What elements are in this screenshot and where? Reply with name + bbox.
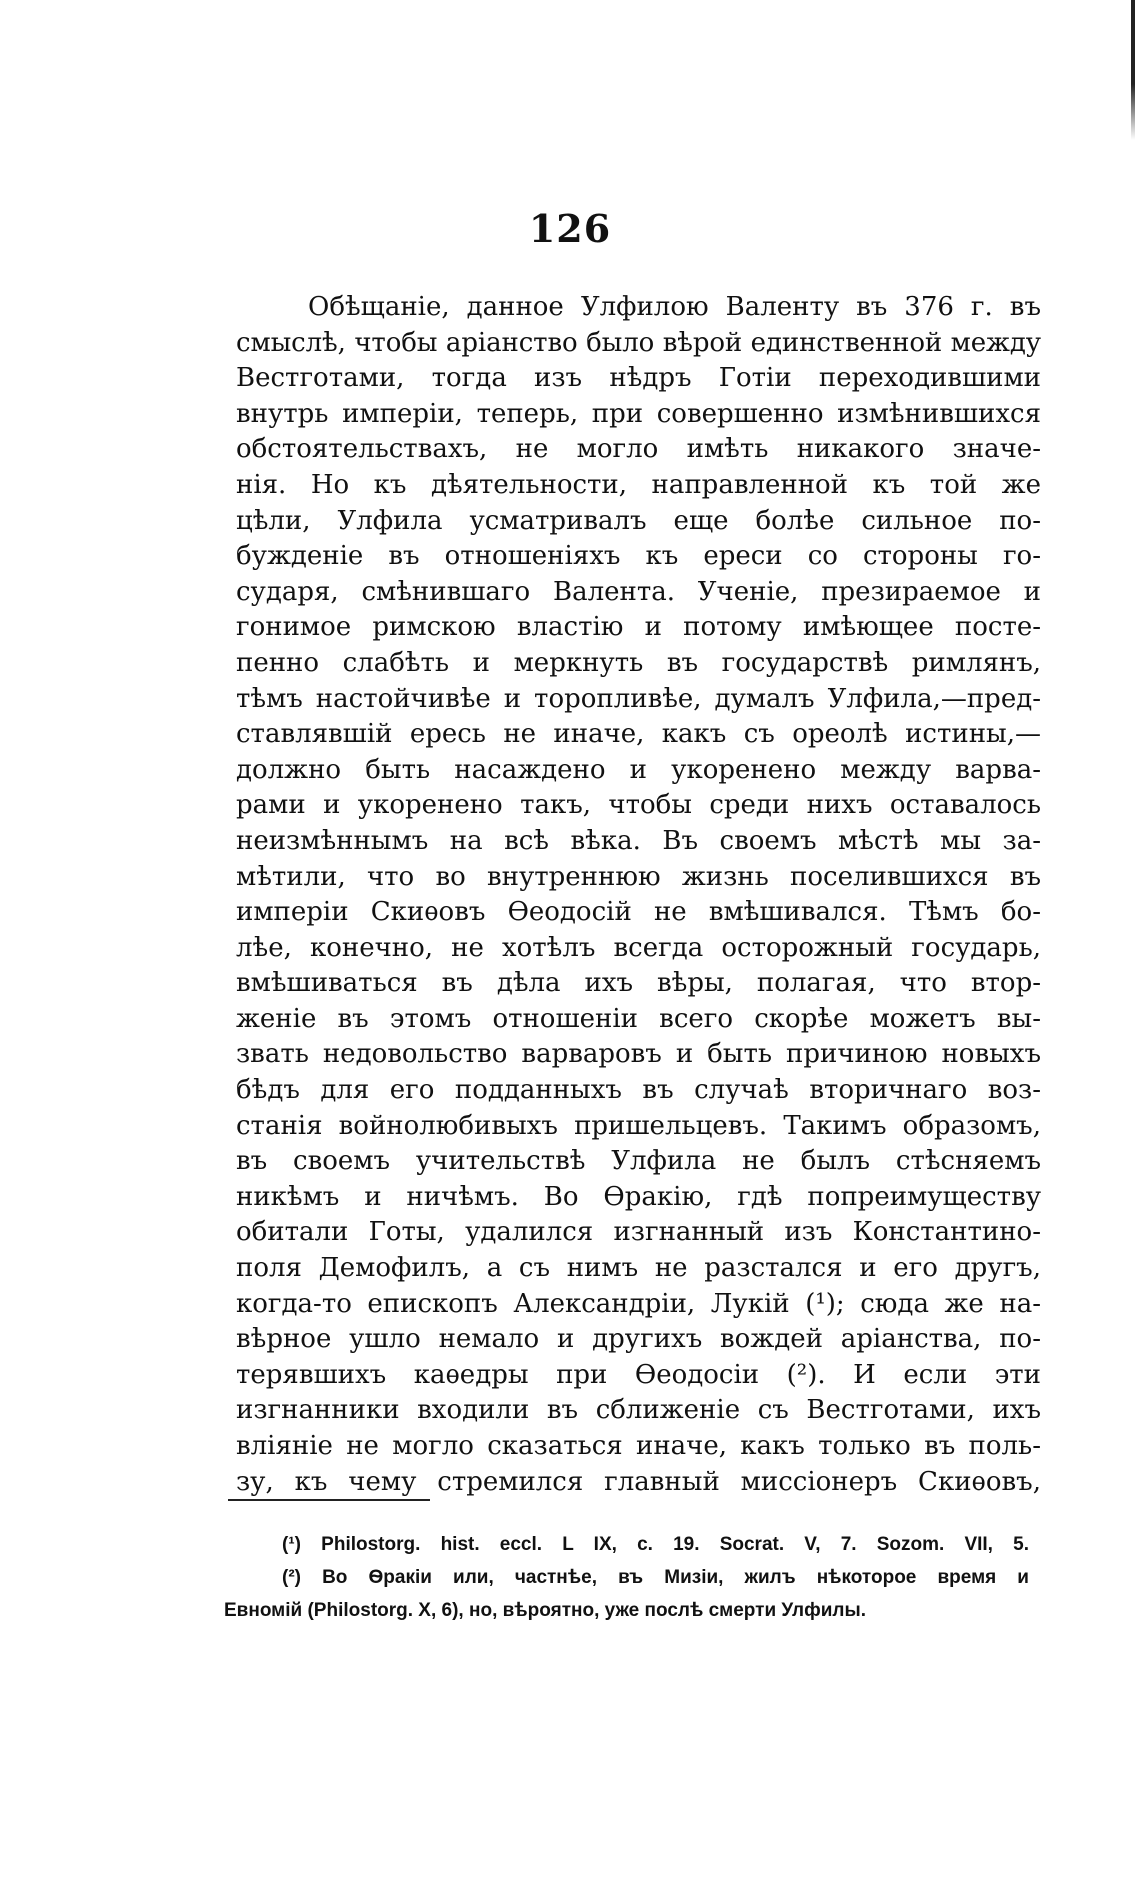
text-line: бужденіе въ отношеніяхъ къ ереси со стороны го- — [236, 541, 1041, 572]
footnote-line: (²) Во Ѳракіи или, частнѣе, въ Мизіи, жилъ нѣкоторое время и — [282, 1567, 1029, 1588]
text-line: никѣмъ и ничѣмъ. Во Ѳракію, гдѣ попреимуществу — [236, 1181, 1041, 1212]
text-line: внутрь имперіи, теперь, при совершенно измѣнившихся — [236, 398, 1041, 429]
text-line: Обѣщаніе, данное Улфилою Валенту въ 376 г. въ — [308, 292, 1041, 322]
text-line: имперіи Скиѳовъ Ѳеодосій не вмѣшивался. Тѣмъ бо- — [236, 897, 1041, 928]
text-line: ставлявшій ересь не иначе, какъ съ ореолѣ истины,— — [236, 719, 1041, 750]
text-line: обитали Готы, удалился изгнанный изъ Константино- — [236, 1217, 1041, 1248]
text-line: нія. Но къ дѣятельности, направленной къ той же — [236, 469, 1041, 500]
text-line: когда-то епископъ Александріи, Лукій (¹); сюда же на- — [236, 1288, 1041, 1319]
text-line: пенно слабѣть и меркнуть въ государствѣ римлянъ, — [236, 647, 1041, 678]
footnote-rule — [228, 1499, 430, 1501]
text-line: неизмѣннымъ на всѣ вѣка. Въ своемъ мѣстѣ мы за- — [236, 825, 1041, 856]
text-line: терявшихъ каѳедры при Ѳеодосіи (²). И если эти — [236, 1359, 1041, 1390]
text-line: вліяніе не могло сказаться иначе, какъ только въ поль- — [236, 1431, 1041, 1461]
text-line: вѣрное ушло немало и другихъ вождей аріанства, по- — [236, 1324, 1041, 1355]
text-line: гонимое римскою властію и потому имѣющее посте- — [236, 612, 1041, 643]
page-number: 126 — [528, 206, 612, 251]
text-line: рами и укоренено такъ, чтобы среди нихъ оставалось — [236, 790, 1041, 821]
text-line: зу, къ чему стремился главный миссіонеръ Скиѳовъ, — [236, 1466, 1041, 1497]
body-text — [236, 290, 1041, 1500]
text-line: сударя, смѣнившаго Валента. Ученіе, презираемое и — [236, 576, 1041, 607]
text-line: лѣе, конечно, не хотѣлъ всегда осторожный государь, — [236, 932, 1041, 963]
text-line: смыслѣ, чтобы аріанство было вѣрой единственной между — [236, 327, 1041, 358]
text-line: бѣдъ для его подданныхъ въ случаѣ вторичнаго воз- — [236, 1075, 1041, 1106]
text-line: звать недовольство варваровъ и быть причиною новыхъ — [236, 1039, 1041, 1070]
footnote-line: Евномій (Philostorg. X, 6), но, вѣроятно, уже послѣ смерти Улфилы. — [224, 1600, 866, 1621]
text-line: Вестготами, тогда изъ нѣдръ Готіи переходившими — [236, 363, 1041, 394]
text-line: цѣли, Улфила усматривалъ еще болѣе сильное по- — [236, 505, 1041, 536]
text-line: должно быть насаждено и укоренено между варва- — [236, 754, 1041, 785]
text-line: въ своемъ учительствѣ Улфила не былъ стѣсняемъ — [236, 1146, 1041, 1177]
text-line: женіе въ этомъ отношеніи всего скорѣе можетъ вы- — [236, 1003, 1041, 1034]
scan-edge-mark — [1131, 0, 1135, 140]
text-line: вмѣшиваться въ дѣла ихъ вѣры, полагая, что втор- — [236, 968, 1041, 999]
text-line: мѣтили, что во внутреннюю жизнь поселившихся въ — [236, 861, 1041, 892]
text-line: обстоятельствахъ, не могло имѣть никакого значе- — [236, 434, 1041, 465]
text-line: тѣмъ настойчивѣе и торопливѣе, думалъ Улфила,—пред- — [236, 683, 1041, 714]
text-line: поля Демофилъ, а съ нимъ не разстался и его другъ, — [236, 1253, 1041, 1284]
text-line: изгнанники входили въ сближеніе съ Вестготами, ихъ — [236, 1395, 1041, 1426]
text-line: станія войнолюбивыхъ пришельцевъ. Такимъ образомъ, — [236, 1110, 1041, 1141]
footnotes — [224, 1528, 1029, 1627]
footnote-line: (¹) Philostorg. hist. eccl. L IX, c. 19. Socrat. V, 7. Sozom. VII, 5. — [282, 1534, 1029, 1555]
